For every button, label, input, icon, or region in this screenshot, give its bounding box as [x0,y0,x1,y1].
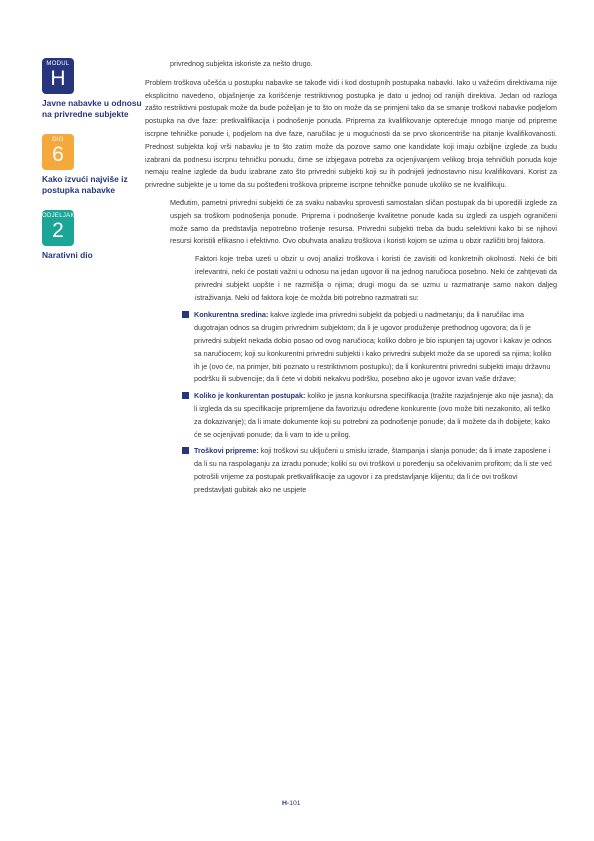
bullet-square-icon [182,447,189,454]
page-prefix: H- [282,800,290,807]
list-item-title: Koliko je konkurentan postupak: [194,391,306,401]
list-item [182,309,557,386]
module-title: Javne nabavke u odnosu na privredne subjekte [42,98,142,119]
section-badge [42,210,74,246]
part-badge [42,134,74,170]
module-block [42,58,142,120]
bullet-square-icon [182,311,189,318]
bullet-square-icon [182,392,189,399]
section-title: Narativni dio [42,250,93,260]
module-badge-label: MODUL [46,61,70,67]
list-item-text: kakve izglede ima privredni subjekt da pobjedi u nadmetanju; da li naručilac ima dugotrajan odnos sa drugim privrednim subjektom; da li je ugovor produženje prethodnog ugovora; da li je privredni subjekt nekada dobio posao od ovog naručioca; koliko dobro je bio ispunjen taj ugovor i kakav je odnos sa naručiocem; koji su konkurentni privredni subjekti i kako privredni subjekt može da se uporedi sa njima; koliko ih je (ovo će, na primjer, biti poznato u restriktivnom postupku); da li konkurentni privredni subjekti imaju državnu podršku ili subvencije; da li ćete vi dobiti nekakvu podršku, posebno ako je ugovor izvan vaše države; [194,310,552,384]
module-badge [42,58,74,94]
factor-list [145,309,557,496]
paragraph-factors: Faktori koje treba uzeti u obzir u ovoj analizi troškova i koristi će zavisiti od konkretnih okolnosti. Neki će biti irelevantni, neki će postati važni u odnosu na jedan ugovor ili na jednog naručioca posebno. Neki će zahtjevati da privredni subjekt uopšte i ne razmišlja o njima; drugi mogu da se uzmu u razmatranje samo nakon daljeg istraživanja. Neki od faktora koje će možda biti potrebno razmatrati su: [195,254,557,302]
main-content [145,58,557,501]
part-badge-number: 6 [52,143,64,166]
section-badge-number: 2 [52,219,64,242]
section-badge-label: ODJELJAK [42,213,75,219]
list-item-text: koliko je jasna konkursna specifikacija (tražite razjašnjenje ako nije jasna); da li izgleda da su specifikacije pripremljene da favorizuju određene konkurente (ovo može biti nezakonito, ali teško za dokazivanje); da li imate dokumente koji su potrebni za podnošenje ponude; da li možete da ih dobijete; kako će se ocjenjivati ponude; da li vam to ide u prilog. [194,391,554,439]
page-number-value: 101 [289,800,301,807]
list-item-text: koji troškovi su uključeni u smislu izrade, štampanja i slanja ponude; da li imate zaposlene i da li su na raspolaganju za izradu ponude; koliki su ovi troškovi u poređenju sa očekivanim profitom; da li ste već potrošili vrijeme za postupak pretkvalifikacije za ugovor i za predstavljanje klijentu; da li će ovi troškovi predstavljati gubitak ako ne uspjete [194,446,552,494]
section-block [42,210,142,261]
list-item-title: Troškovi pripreme: [194,446,259,456]
part-title: Kako izvući najviše iz postupka nabavke [42,174,128,195]
part-block [42,134,142,196]
paragraph-restrictive-procedure: Problem troškova učešća u postupku nabavke se takođe vidi i kod dostupnih postupaka nabavki. Iako u važećim direktivama nije eksplicitno navedeno, objašnjenje za korišćenje restriktivnog postupka je dato u jednoj od ranijih direktiva. Jedan od razloga zašto restriktivni postupak može da bude poželjan je to što on može da se primjeni tako da se smanje troškovi nabavke podjelom postupka na dve faze: pretkvalifikacija i podnošenje ponuda. Pripremа za kvalifikovanje opterećuje mnogo manje od pripreme iscrpne tehničke ponude i, podjelom na dve faze, naručilac je u mogućnosti da se prvo skoncentriše na pitanje kvalifikovanosti. Prednost subjekta koji vrši nabavku je to što zatim može da pozove samo one kandidate koji imaju ozbiljne izglede za budu izabrani da podnesu iscrpnu tehničku ponudu, čime se izbjegava potreba za ocjenjivanjem velikog broja tehničkih ponuda koje nemaju realne izglede da budu izabrane zato što privredni subjekti koji su ih podnijeli jednostavno nisu kvalifikovani. Korist za privredne subjekte je u tome da su pošteđeni troškova pripreme iscrpne tehničke ponude ukoliko se ne kvalifikuju. [145,77,557,190]
list-item [182,445,557,496]
list-item [182,390,557,441]
part-badge-label: DIO [52,137,64,143]
paragraph-smart-operators: Međutim, pametni privredni subjekti će za svaku nabavku sprovesti samostalan sličan postupak da bi uporedili izglede za uspjeh sa troškom podnošenja ponude. Pripremа i podnošenje kvalitetne ponude kada su izgledi za uspjeh ograničeni može samo da predstavlja nepotrebno trošenje resursa. Privredni subjekti treba da budu selektivni kako bi se njihovi resursi koristili efikasno i efektivno. Ovo obuhvata analizu troškova i koristi kojom se uzima u obzir različiti broj faktora. [170,197,557,246]
page-number [282,800,301,807]
sidebar [42,58,142,275]
paragraph-continuation: privrednog subjekta iskoriste za nešto drugo. [170,59,313,68]
list-item-title: Konkurentna sredina: [194,310,269,320]
module-badge-number: H [50,67,66,90]
